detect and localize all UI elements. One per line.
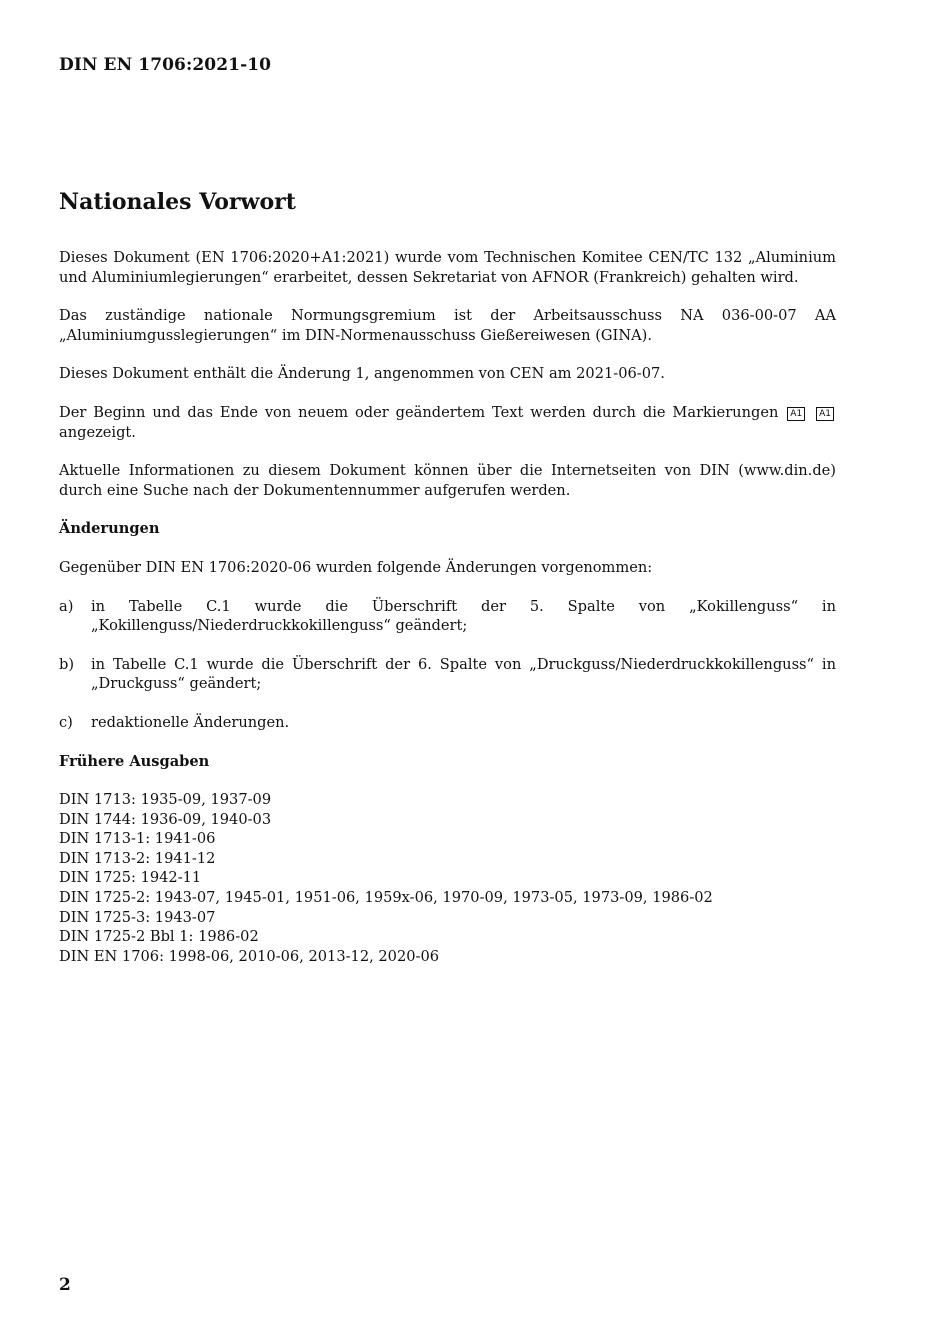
- changes-intro: Gegenüber DIN EN 1706:2020-06 wurden folgende Änderungen vorgenommen:: [59, 558, 653, 576]
- change-item-text: in Tabelle C.1 wurde die Überschrift der 6. Spalte von „Druckguss/Niederdruckkokillenguss“ in „Druckguss“ geändert;: [91, 655, 836, 693]
- change-item: [59, 597, 836, 636]
- edition-line: DIN 1725-2: 1943-07, 1945-01, 1951-06, 1959x-06, 1970-09, 1973-05, 1973-09, 1986-02: [59, 889, 713, 907]
- amendment-end-marker-icon: A1: [816, 407, 834, 421]
- edition-line: DIN 1713-1: 1941-06: [59, 830, 216, 848]
- paragraph-national-body: Das zuständige nationale Normungsgremium ist der Arbeitsausschuss NA 036-00-07 AA „Aluminiumgusslegierungen“ im DIN-Normenausschuss Gießereiwesen (GINA).: [59, 307, 836, 344]
- change-item-text: in Tabelle C.1 wurde die Überschrift der 5. Spalte von „Kokillenguss“ in „Kokillenguss/Niederdruckkokillenguss“ geändert;: [91, 597, 836, 635]
- section-title: Nationales Vorwort: [59, 189, 296, 215]
- edition-line: DIN 1725: 1942-11: [59, 869, 202, 887]
- changes-heading: Änderungen: [59, 520, 160, 538]
- document-identifier: DIN EN 1706:2021-10: [59, 55, 272, 75]
- edition-line: DIN 1713: 1935-09, 1937-09: [59, 791, 272, 809]
- foreword-content: [59, 188, 836, 966]
- change-item-marker: a): [59, 597, 74, 615]
- edition-line: DIN 1713-2: 1941-12: [59, 849, 216, 867]
- previous-editions-heading: Frühere Ausgaben: [59, 752, 210, 770]
- change-item-text: redaktionelle Änderungen.: [91, 713, 290, 731]
- change-item-marker: b): [59, 655, 75, 673]
- edition-line: DIN 1725-3: 1943-07: [59, 908, 216, 926]
- markers-text-after: angezeigt.: [59, 423, 136, 441]
- edition-line: DIN 1744: 1936-09, 1940-03: [59, 810, 272, 828]
- change-item: [59, 655, 836, 694]
- markers-text-before: Der Beginn und das Ende von neuem oder geändertem Text werden durch die Markierungen: [59, 403, 779, 421]
- amendment-start-marker-icon: A1: [787, 407, 805, 421]
- paragraph-amendment: Dieses Dokument enthält die Änderung 1, angenommen von CEN am 2021-06-07.: [59, 365, 665, 383]
- edition-line: DIN EN 1706: 1998-06, 2010-06, 2013-12, 2020-06: [59, 947, 440, 965]
- paragraph-info: Aktuelle Informationen zu diesem Dokument können über die Internetseiten von DIN (www.din.de) durch eine Suche nach der Dokumentennummer aufgerufen werden.: [59, 462, 836, 499]
- page-number: 2: [59, 1275, 71, 1295]
- paragraph-committee: Dieses Dokument (EN 1706:2020+A1:2021) wurde vom Technischen Komitee CEN/TC 132 „Aluminium und Aluminiumlegierungen“ erarbeitet, dessen Sekretariat von AFNOR (Frankreich) gehalten wird.: [59, 249, 836, 286]
- change-item: [59, 713, 836, 733]
- edition-line: DIN 1725-2 Bbl 1: 1986-02: [59, 928, 259, 946]
- paragraph-markers: [59, 403, 836, 442]
- previous-editions-list: [59, 790, 836, 966]
- change-item-marker: c): [59, 713, 73, 731]
